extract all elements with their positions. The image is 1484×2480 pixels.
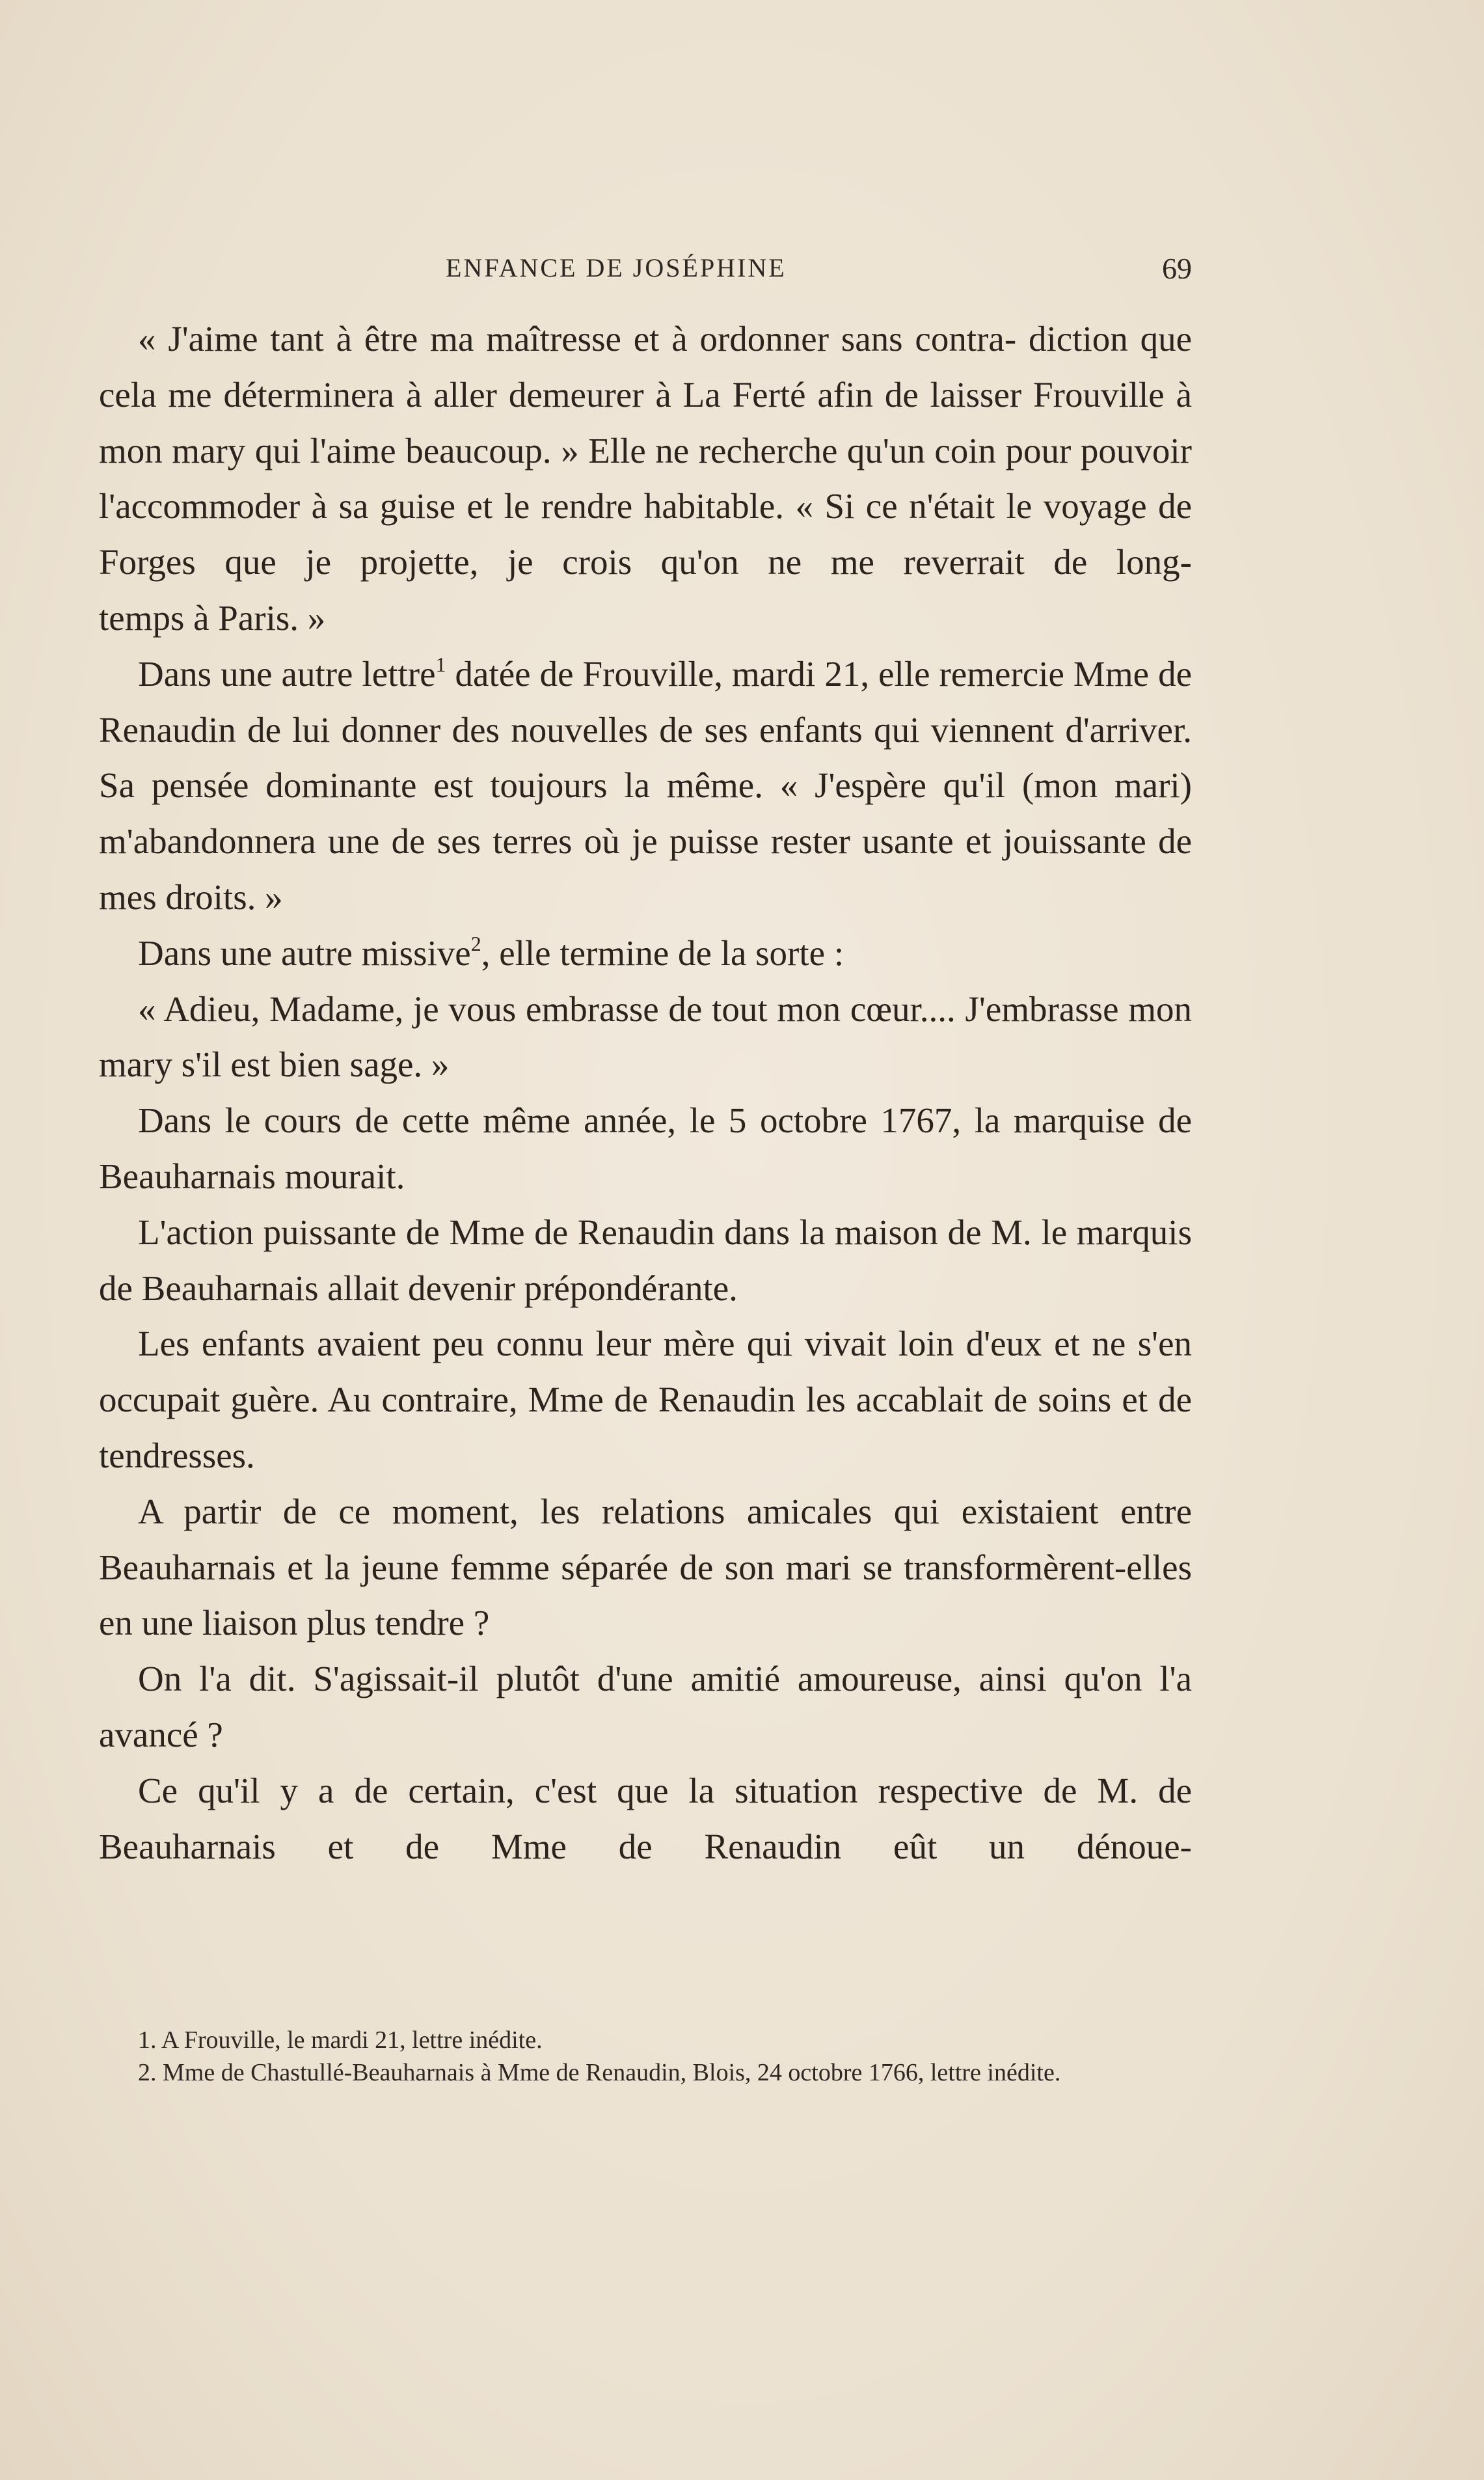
text-line: Elle ne recherche qu'un coin pour pouvoir l'accommoder à — [99, 430, 1192, 526]
text-line: sa guise et le rendre habitable. « Si ce n'était le voyage de — [338, 486, 1193, 526]
footnote-1: 1. A Frouville, le mardi 21, lettre inédite. — [138, 2026, 543, 2054]
running-head — [99, 252, 1192, 292]
paragraph-autre-missive: Dans une autre missive$^2$, elle termine de la sorte : — [138, 931, 844, 973]
text-line: « J'aime tant à être ma maîtresse et à ordonner sans contra- — [138, 319, 1017, 359]
text-line: Forges que je projette, je crois qu'on ne me reverrait de long- — [99, 542, 1192, 582]
paragraph-cours-annee: Dans le cours de cette même année, le 5 octobre 1767, la marquise de Beauharnais mourait. — [99, 1100, 1192, 1196]
footnotes — [99, 2024, 1192, 2089]
text-line: temps à Paris. » — [99, 597, 326, 638]
running-title: ENFANCE DE JOSÉPHINE — [446, 253, 787, 282]
text-line: afin de laisser Frouville à mon mary qui l'aime beaucoup. » — [99, 374, 1193, 470]
footnote-ref-1[interactable]: 1 — [435, 652, 446, 676]
paragraph-enfants: Les enfants avaient peu connu leur mère qui vivait loin d'eux et ne s'en occupait guère. Au contraire, Mme de Renaudin les accablait de soins et de tendresses. — [99, 1324, 1192, 1475]
paragraph-certain: Ce qu'il y a de certain, c'est que la situation respective de M. de Beauharnais et de Mme de Renaudin eût un dénoue- — [99, 1770, 1192, 1866]
footnote-ref-2[interactable]: 2 — [470, 931, 481, 955]
footnote-2: 2. Mme de Chastullé-Beauharnais à Mme de Renaudin, Blois, 24 octobre 1766, lettre inédite. — [138, 2059, 1061, 2086]
paragraph-quote-opening — [99, 311, 1192, 590]
page-number: 69 — [1162, 252, 1192, 285]
paragraph-adieu: « Adieu, Madame, je vous embrasse de tout mon cœur.... J'embrasse mon mary s'il est bien sage. » — [99, 988, 1192, 1085]
paragraph-on-la-dit: On l'a dit. S'agissait-il plutôt d'une amitié amoureuse, ainsi qu'on l'a avancé ? — [99, 1659, 1192, 1754]
body-text — [99, 311, 1192, 1874]
paragraph-autre-lettre: Dans une autre lettre$^1$ datée de Frouville, mardi 21, elle remercie Mme de Renaudin de lui donner des nouvelles de ses enfants qui viennent d'arriver. Sa pensée dominante est toujours la même. « J'espère qu'il (mon mari) m'abandonnera une de ses terres où je puisse rester usante et jouissante de mes droits. » — [99, 652, 1192, 917]
paragraph-quote-closing — [99, 590, 1192, 646]
paragraph-relations: A partir de ce moment, les relations amicales qui existaient entre Beauharnais et la jeune femme séparée de son mari se transformèrent-elles en une liaison plus tendre ? — [99, 1491, 1192, 1643]
paragraph-action-puissante: L'action puissante de Mme de Renaudin dans la maison de M. le marquis de Beauharnais allait devenir prépondérante. — [99, 1212, 1192, 1308]
text-line: diction que cela me déterminera à aller demeurer à La Ferté — [99, 319, 1193, 415]
